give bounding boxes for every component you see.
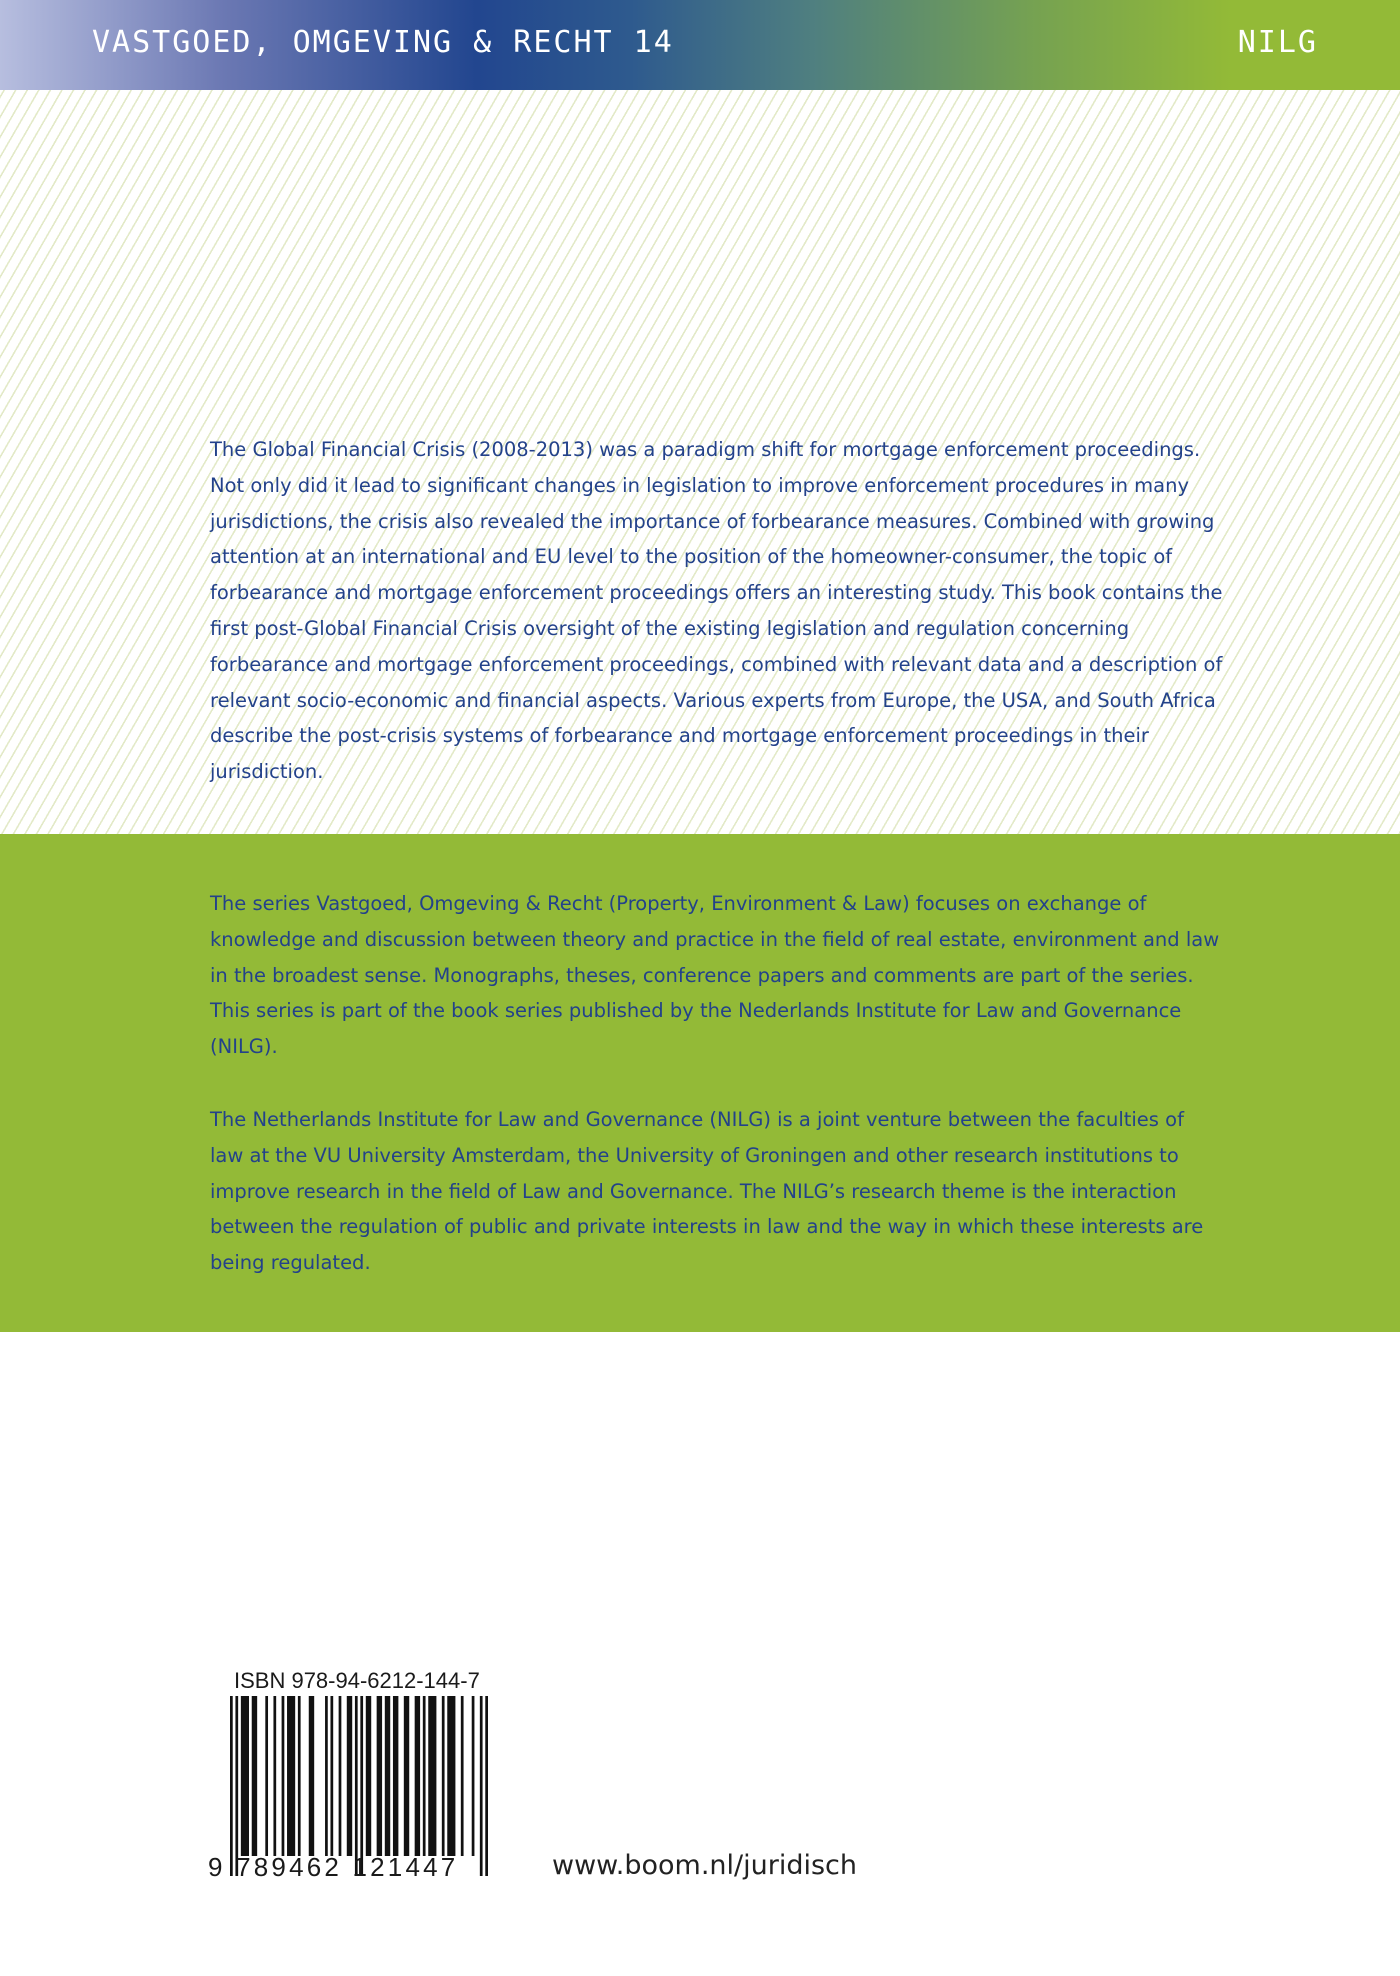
barcode-bar — [428, 1696, 436, 1856]
barcode-bar — [385, 1696, 390, 1856]
barcode-bar — [393, 1696, 398, 1856]
barcode-bar — [355, 1696, 358, 1876]
publisher-label: NILG — [1237, 25, 1318, 60]
barcode-bar — [442, 1696, 445, 1856]
barcode-bar — [252, 1696, 257, 1856]
barcode-bar — [235, 1696, 238, 1876]
barcode-bar — [366, 1696, 371, 1856]
series-paragraph: The series Vastgoed, Omgeving & Recht (Property, Environment & Law) focuses on exchange of knowledge and discussion between theory and practice in the field of real estate, environment and law in the broadest sense. Monographs, theses, conference papers and comments are part of the series. This series is part of the book series published by the Nederlands Institute for Law and Governance (NILG). — [210, 892, 1220, 1059]
barcode-bar — [347, 1696, 352, 1856]
barcode-bar — [273, 1696, 276, 1856]
barcode-bar — [360, 1696, 363, 1876]
barcode-bar — [377, 1696, 382, 1856]
description-panel — [0, 90, 1400, 834]
barcode-bar — [287, 1696, 295, 1856]
barcode-bar — [480, 1696, 483, 1876]
barcode-bar — [339, 1696, 342, 1856]
publisher-website[interactable]: www.boom.nl/juridisch — [552, 1850, 858, 1881]
barcode-bar — [230, 1696, 233, 1876]
barcode-bar — [404, 1696, 409, 1856]
barcode-bar — [325, 1696, 328, 1856]
barcode-bar — [265, 1696, 268, 1856]
barcode-bar — [330, 1696, 333, 1856]
barcode-image — [230, 1696, 488, 1876]
series-header-bar — [0, 0, 1400, 90]
institute-paragraph: The Netherlands Institute for Law and Governance (NILG) is a joint venture between the faculties of law at the VU University Amsterdam, the University of Groningen and other research institutions to improve research in the field of Law and Governance. The NILG’s research theme is the interaction between the regulation of public and private interests in law and the way in which these interests are being regulated. — [210, 1108, 1204, 1275]
barcode-bar — [423, 1696, 426, 1856]
series-title: VASTGOED, OMGEVING & RECHT 14 — [92, 25, 674, 60]
isbn-label: ISBN 978-94-6212-144-7 — [234, 1668, 480, 1693]
barcode-bar — [309, 1696, 314, 1856]
series-info-panel — [0, 834, 1400, 1332]
barcode-bar — [298, 1696, 301, 1856]
barcode-bar — [241, 1696, 249, 1856]
barcode-bar — [447, 1696, 455, 1856]
barcode-bar — [485, 1696, 488, 1876]
barcode-bar — [415, 1696, 420, 1856]
barcode-digits: 9 789462 121447 — [208, 1852, 459, 1882]
barcode-bar — [282, 1696, 285, 1856]
barcode-bar — [472, 1696, 475, 1856]
book-description: The Global Financial Crisis (2008-2013) was a paradigm shift for mortgage enforcement proceedings. Not only did it lead to significant changes in legislation to improve enforcement procedures in many jurisdictions, the crisis also revealed the importance of forbearance measures. Combined with growing attention at an international and EU level to the position of the homeowner-consumer, the topic of forbearance and mortgage enforcement proceedings offers an interesting study. This book contains the first post-Global Financial Crisis oversight of the existing legislation and regulation concerning forbearance and mortgage enforcement proceedings, combined with relevant data and a description of relevant socio-economic and financial aspects. Various experts from Europe, the USA, and South Africa describe the post-crisis systems of forbearance and mortgage enforcement proceedings in their jurisdiction. — [210, 438, 1223, 784]
barcode-bar — [461, 1696, 464, 1856]
